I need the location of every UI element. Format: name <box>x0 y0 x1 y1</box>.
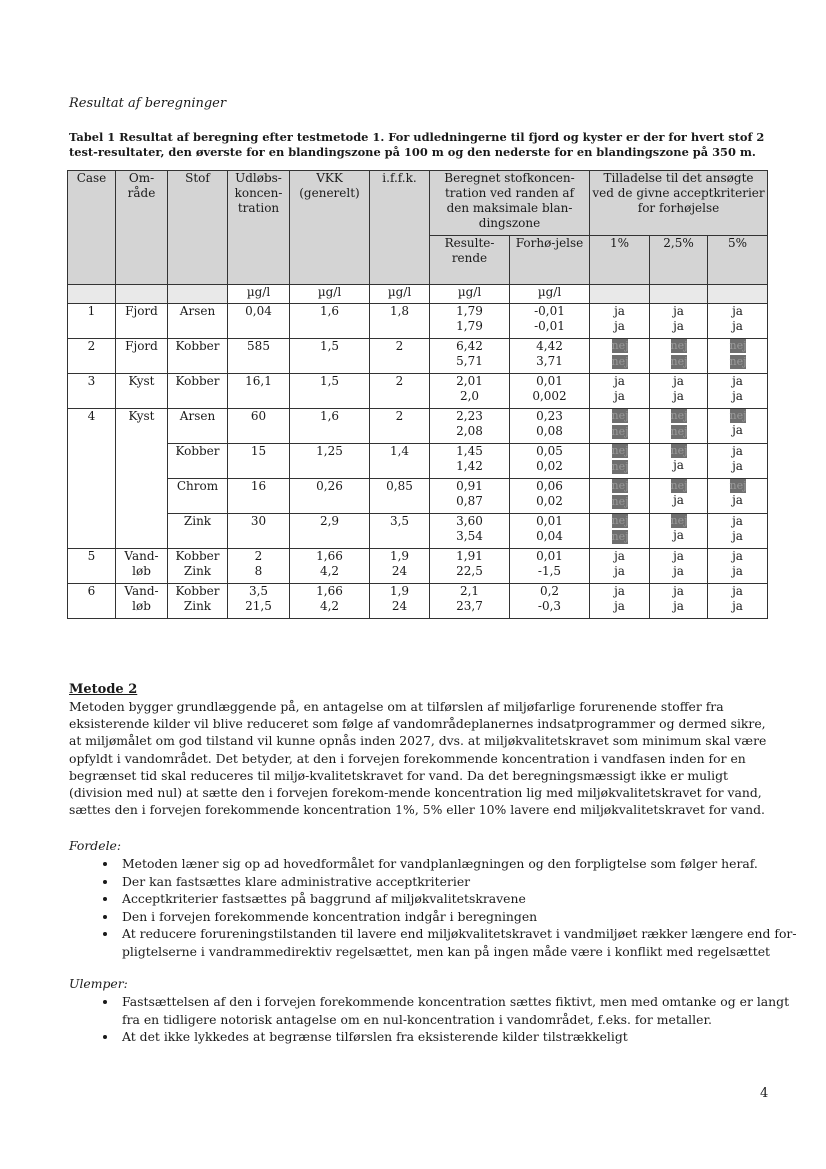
cell-omraade: Kyst <box>116 374 168 409</box>
cell-vkk: 1,6 <box>290 304 370 339</box>
cell-forhojelse: -0,01 -0,01 <box>510 304 590 339</box>
cell-verdict-1pct: nej nej <box>590 409 650 444</box>
cell-verdict-2-5pct: nej ja <box>650 444 708 479</box>
cell-verdict-5pct: ja ja <box>708 444 768 479</box>
cell-stof: Arsen <box>168 304 228 339</box>
results-table <box>67 170 768 619</box>
ulemper-list <box>90 993 798 1046</box>
cell-omraade: Vand- løb <box>116 549 168 584</box>
cell-stof: Zink <box>168 514 228 549</box>
cell-verdict-1pct: nej nej <box>590 479 650 514</box>
cell-forhojelse: 0,2 -0,3 <box>510 584 590 619</box>
cell-case: 2 <box>68 339 116 374</box>
list-item: • At reducere forureningstilstanden til lavere end miljøkvalitetskravet i vandmiljøet rækker længere end for-pligtelserne i vandrammedirektiv regelsættet, men kan på ingen måde være i konflikt med regelsættet <box>118 925 798 960</box>
cell-resulterende: 1,91 22,5 <box>430 549 510 584</box>
cell-stof: Arsen <box>168 409 228 444</box>
header-iffk: i.f.f.k. <box>370 171 430 285</box>
cell-udlob: 15 <box>228 444 290 479</box>
cell-vkk: 1,66 4,2 <box>290 549 370 584</box>
list-item: • At det ikke lykkedes at begrænse tilførslen fra eksisterende kilder tilstrækkeligt <box>118 1028 798 1046</box>
header-beregnet: Beregnet stofkoncen-tration ved randen af den maksimale blan-dingszone <box>430 171 590 236</box>
cell-vkk: 1,5 <box>290 339 370 374</box>
table-row <box>68 584 768 619</box>
cell-verdict-2-5pct: nej nej <box>650 409 708 444</box>
cell-forhojelse: 0,23 0,08 <box>510 409 590 444</box>
fordele-heading: Fordele: <box>69 838 122 853</box>
units-row <box>68 285 768 304</box>
cell-verdict-2-5pct: ja ja <box>650 549 708 584</box>
cell-resulterende: 6,42 5,71 <box>430 339 510 374</box>
header-udlob: Udløbs-koncen-tration <box>228 171 290 285</box>
cell-vkk: 1,25 <box>290 444 370 479</box>
cell-stof: Kobber <box>168 374 228 409</box>
list-item: • Metoden læner sig op ad hovedformålet for vandplanlægningen og den forpligtelse som følger heraf. <box>118 855 798 873</box>
table-row <box>68 444 768 479</box>
cell-verdict-1pct: ja ja <box>590 549 650 584</box>
unit-udlob: µg/l <box>228 285 290 304</box>
list-item: • Den i forvejen forekommende koncentration indgår i beregningen <box>118 908 798 926</box>
cell-omraade: Fjord <box>116 304 168 339</box>
cell-verdict-5pct: ja ja <box>708 549 768 584</box>
cell-verdict-5pct: ja ja <box>708 374 768 409</box>
header-2-5pct: 2,5% <box>650 236 708 285</box>
cell-verdict-2-5pct: ja ja <box>650 304 708 339</box>
header-stof: Stof <box>168 171 228 285</box>
cell-udlob: 30 <box>228 514 290 549</box>
table-row <box>68 409 768 444</box>
unit-iffk: µg/l <box>370 285 430 304</box>
metode2-body: Metoden bygger grundlæggende på, en antagelse om at tilførslen af miljøfarlige forurenende stoffer fra eksisterende kilder vil blive reduceret som følge af vandområdeplanernes indsatprogrammer og dermed sikre, at miljømålet om god tilstand vil kunne opnås inden 2027, dvs. at miljøkvalitetskravet som minimum skal være opfyldt i vandområdet. Det betyder, at den i forvejen forekommende koncentration i vandfasen inden for en begrænset tid skal reduceres til miljø-kvalitetskravet for vand. Da det beregningsmæssigt ikke er muligt (division med nul) at sætte den i forvejen forekom-mende koncentration lig med miljøkvalitetskravet for vand, sættes den i forvejen forekommende koncentration 1%, 5% eller 10% lavere end miljøkvalitetskravet for vand. <box>69 699 767 818</box>
cell-stof: Kobber Zink <box>168 549 228 584</box>
table-row <box>68 339 768 374</box>
cell-iffk: 1,4 <box>370 444 430 479</box>
table-row <box>68 514 768 549</box>
cell-omraade: Fjord <box>116 339 168 374</box>
cell-vkk: 1,66 4,2 <box>290 584 370 619</box>
cell-udlob: 60 <box>228 409 290 444</box>
cell-verdict-1pct: ja ja <box>590 584 650 619</box>
unit-resulterende: µg/l <box>430 285 510 304</box>
header-vkk: VKK (generelt) <box>290 171 370 285</box>
cell-verdict-5pct: ja ja <box>708 584 768 619</box>
unit-vkk: µg/l <box>290 285 370 304</box>
cell-forhojelse: 4,42 3,71 <box>510 339 590 374</box>
cell-resulterende: 2,01 2,0 <box>430 374 510 409</box>
cell-verdict-2-5pct: nej nej <box>650 339 708 374</box>
table-row <box>68 374 768 409</box>
cell-forhojelse: 0,01 -1,5 <box>510 549 590 584</box>
unit-forhojelse: µg/l <box>510 285 590 304</box>
cell-verdict-2-5pct: nej ja <box>650 514 708 549</box>
cell-case: 3 <box>68 374 116 409</box>
cell-verdict-5pct: nej ja <box>708 479 768 514</box>
cell-verdict-1pct: nej nej <box>590 444 650 479</box>
cell-udlob: 3,5 21,5 <box>228 584 290 619</box>
cell-verdict-5pct: ja ja <box>708 304 768 339</box>
cell-verdict-2-5pct: nej ja <box>650 479 708 514</box>
cell-verdict-5pct: nej nej <box>708 339 768 374</box>
cell-udlob: 16,1 <box>228 374 290 409</box>
table-row <box>68 479 768 514</box>
header-5pct: 5% <box>708 236 768 285</box>
header-case: Case <box>68 171 116 285</box>
cell-udlob: 0,04 <box>228 304 290 339</box>
cell-stof: Chrom <box>168 479 228 514</box>
cell-iffk: 1,9 24 <box>370 584 430 619</box>
cell-iffk: 2 <box>370 409 430 444</box>
cell-resulterende: 3,60 3,54 <box>430 514 510 549</box>
cell-resulterende: 0,91 0,87 <box>430 479 510 514</box>
cell-omraade: Kyst <box>116 409 168 549</box>
cell-case: 6 <box>68 584 116 619</box>
cell-forhojelse: 0,01 0,04 <box>510 514 590 549</box>
cell-verdict-1pct: nej nej <box>590 339 650 374</box>
cell-forhojelse: 0,06 0,02 <box>510 479 590 514</box>
cell-udlob: 585 <box>228 339 290 374</box>
header-omraade: Om-råde <box>116 171 168 285</box>
cell-iffk: 1,9 24 <box>370 549 430 584</box>
header-tilladelse: Tilladelse til det ansøgte ved de givne acceptkriterier for forhøjelse <box>590 171 768 236</box>
cell-verdict-1pct: ja ja <box>590 374 650 409</box>
cell-forhojelse: 0,05 0,02 <box>510 444 590 479</box>
cell-verdict-1pct: nej nej <box>590 514 650 549</box>
cell-iffk: 3,5 <box>370 514 430 549</box>
cell-stof: Kobber Zink <box>168 584 228 619</box>
ulemper-heading: Ulemper: <box>69 976 128 991</box>
cell-resulterende: 2,23 2,08 <box>430 409 510 444</box>
list-item: • Fastsættelsen af den i forvejen forekommende koncentration sættes fiktivt, men med omtanke og er langt fra en tidligere notorisk antagelse om en nul-koncentration i vandområdet, f.eks. for metaller. <box>118 993 798 1028</box>
cell-resulterende: 1,45 1,42 <box>430 444 510 479</box>
cell-verdict-5pct: ja ja <box>708 514 768 549</box>
cell-case: 1 <box>68 304 116 339</box>
cell-vkk: 2,9 <box>290 514 370 549</box>
cell-vkk: 1,6 <box>290 409 370 444</box>
cell-verdict-2-5pct: ja ja <box>650 584 708 619</box>
cell-vkk: 0,26 <box>290 479 370 514</box>
cell-omraade: Vand- løb <box>116 584 168 619</box>
cell-stof: Kobber <box>168 339 228 374</box>
table-caption: Tabel 1 Resultat af beregning efter testmetode 1. For udledningerne til fjord og kyster er der for hvert stof 2 test-resultater, den øverste for en blandingszone på 100 m og den nederste for en blandingszone på 350 m. <box>69 130 765 159</box>
cell-udlob: 16 <box>228 479 290 514</box>
list-item: • Acceptkriterier fastsættes på baggrund af miljøkvalitetskravene <box>118 890 798 908</box>
header-1pct: 1% <box>590 236 650 285</box>
list-item: • Der kan fastsættes klare administrative acceptkriterier <box>118 873 798 891</box>
cell-resulterende: 1,79 1,79 <box>430 304 510 339</box>
cell-verdict-1pct: ja ja <box>590 304 650 339</box>
cell-verdict-5pct: nej ja <box>708 409 768 444</box>
cell-verdict-2-5pct: ja ja <box>650 374 708 409</box>
cell-iffk: 2 <box>370 374 430 409</box>
cell-iffk: 0,85 <box>370 479 430 514</box>
fordele-list <box>90 855 798 961</box>
table-row <box>68 549 768 584</box>
cell-iffk: 1,8 <box>370 304 430 339</box>
cell-forhojelse: 0,01 0,002 <box>510 374 590 409</box>
cell-case: 5 <box>68 549 116 584</box>
cell-iffk: 2 <box>370 339 430 374</box>
cell-udlob: 2 8 <box>228 549 290 584</box>
cell-resulterende: 2,1 23,7 <box>430 584 510 619</box>
table-row <box>68 304 768 339</box>
section-heading: Resultat af beregninger <box>69 96 227 111</box>
cell-case: 4 <box>68 409 116 549</box>
cell-vkk: 1,5 <box>290 374 370 409</box>
header-resulterende: Resulte-rende <box>430 236 510 285</box>
page-number: 4 <box>760 1086 769 1101</box>
cell-stof: Kobber <box>168 444 228 479</box>
header-forhojelse: Forhø-jelse <box>510 236 590 285</box>
metode2-title: Metode 2 <box>69 682 138 697</box>
